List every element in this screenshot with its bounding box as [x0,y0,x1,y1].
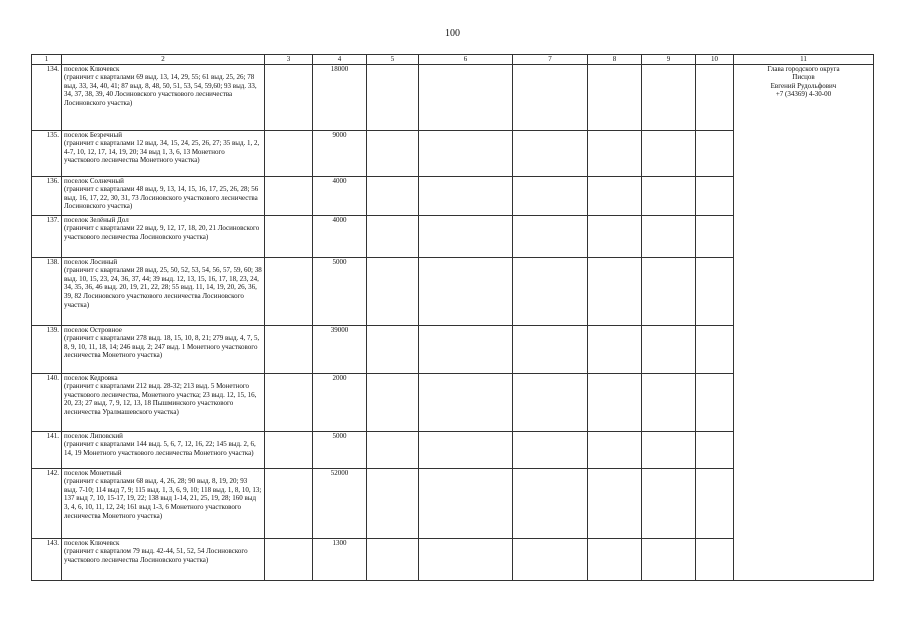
empty-cell [265,64,313,130]
empty-cell [696,64,734,130]
empty-cell [513,538,588,580]
settlement-boundary: (граничит с кварталами 22 выд. 9, 12, 17, 18, 20, 21 Лосиновского участкового лесничества Лосиновского участка) [64,224,260,241]
settlement-boundary: (граничит с кварталом 79 выд. 42-44, 51, 52, 54 Лосиновского участкового лесничества Лосиновского участка) [64,547,248,564]
empty-cell [265,538,313,580]
empty-cell [265,373,313,431]
empty-cell [419,373,513,431]
empty-cell [696,538,734,580]
area-value: 2000 [313,373,367,431]
settlement-boundary: (граничит с кварталами 278 выд. 18, 15, 10, 8, 21; 279 выд. 4, 7, 5, 8, 9, 10, 11, 18, 14; 246 выд. 2; 247 выд. 1 Монетного участкового лесничества Монетного участка) [64,334,260,360]
settlement-boundary: (граничит с кварталами 68 выд. 4, 26, 28; 90 выд. 8, 19, 20; 93 выд. 7-10; 114 выд 7, 9; 115 выд. 1, 3, 6, 9, 10; 118 выд. 1, 8, 10, 13; 137 выд 7, 10, 15-17, 19, 22; 138 выд 1-14, 21, 25, 19, 28; 160 выд 3, 4, 6, 10, 11, 12, 24; 161 выд 1-3, 6 Монетного участкового лесничества Монетного участка) [64,477,262,520]
empty-cell [642,373,696,431]
area-value: 39000 [313,325,367,373]
empty-cell [419,538,513,580]
empty-cell [419,257,513,325]
area-value: 5000 [313,257,367,325]
column-number: 3 [265,55,313,65]
settlement-name: поселок Кедровка [64,373,118,382]
empty-cell [588,468,642,538]
column-number-row [32,55,874,65]
settlement-cell [62,431,265,468]
empty-cell [367,257,419,325]
empty-cell [513,468,588,538]
empty-cell [367,64,419,130]
empty-cell [588,215,642,257]
settlement-name: поселок Ключевск [64,538,120,547]
empty-cell [513,130,588,176]
row-number: 143. [32,538,62,580]
empty-cell [696,215,734,257]
empty-cell [588,64,642,130]
contact-surname: Писцов [792,73,815,82]
empty-cell [588,176,642,215]
area-value: 4000 [313,176,367,215]
empty-cell [642,130,696,176]
empty-cell [513,215,588,257]
empty-cell [696,373,734,431]
empty-cell [265,257,313,325]
column-number: 6 [419,55,513,65]
settlement-name: поселок Солнечный [64,176,124,185]
area-value: 18000 [313,64,367,130]
settlement-boundary: (граничит с кварталами 144 выд. 5, 6, 7, 12, 16, 22; 145 выд. 2, 6, 14, 19 Монетного участкового лесничества Монетного участка) [64,440,256,457]
empty-cell [265,130,313,176]
empty-cell [588,373,642,431]
empty-cell [588,538,642,580]
empty-cell [642,257,696,325]
settlement-name: поселок Липовский [64,431,123,440]
area-value: 1300 [313,538,367,580]
empty-cell [696,468,734,538]
settlement-name: поселок Лосиный [64,257,118,266]
area-value: 52000 [313,468,367,538]
empty-cell [588,257,642,325]
settlement-cell [62,176,265,215]
row-number: 136. [32,176,62,215]
settlement-boundary: (граничит с кварталами 69 выд. 13, 14, 29, 55; 61 выд. 25, 26; 78 выд. 33, 34, 40, 41; 87 выд. 8, 48, 50, 51, 53, 54, 59,60; 93 выд. 33, 34, 37, 38, 39, 40 Лосиновского участкового лесничества Лосиновского участка) [64,73,257,107]
settlement-boundary: (граничит с кварталами 28 выд. 25, 50, 52, 53, 54, 56, 57, 59, 60; 38 выд. 10, 15, 23, 24, 36, 37, 44; 39 выд. 12, 13, 15, 16, 17, 18, 23, 24, 34, 35, 36, 46 выд. 20, 19, 21, 22, 28; 55 выд. 11, 14, 19, 20, 26, 36, 39, 82 Лосиновского участкового лесничества Лосиновского участка) [64,266,262,309]
empty-cell [513,176,588,215]
empty-cell [696,176,734,215]
settlement-boundary: (граничит с кварталами 48 выд. 9, 13, 14, 15, 16, 17, 25, 26, 28; 56 выд. 16, 17, 22, 30, 31, 73 Лосиновского участкового лесничества Лосиновского участка) [64,185,259,211]
empty-cell [265,325,313,373]
empty-cell [265,468,313,538]
settlement-boundary: (граничит с кварталами 212 выд. 28-32; 213 выд. 5 Монетного участкового лесничества, Монетного участка; 23 выд. 12, 15, 16, 20, 23; 27 выд. 7, 9, 12, 13, 18 Пышминского участкового лесничества Уралмашевского участка) [64,382,257,416]
column-number: 9 [642,55,696,65]
empty-cell [367,431,419,468]
empty-cell [696,257,734,325]
empty-cell [513,64,588,130]
row-number: 142. [32,468,62,538]
empty-cell [513,373,588,431]
settlement-cell [62,373,265,431]
empty-cell [367,325,419,373]
empty-cell [588,325,642,373]
empty-cell [419,325,513,373]
page-number: 100 [445,28,460,39]
settlement-name: поселок Островное [64,325,122,334]
empty-cell [367,468,419,538]
row-number: 137. [32,215,62,257]
empty-cell [265,176,313,215]
empty-cell [367,130,419,176]
settlement-name: поселок Безречный [64,130,122,139]
settlement-cell [62,64,265,130]
area-value: 4000 [313,215,367,257]
empty-cell [642,176,696,215]
empty-cell [265,431,313,468]
empty-cell [367,176,419,215]
empty-cell [513,431,588,468]
row-number: 139. [32,325,62,373]
responsible-contact [734,64,874,580]
column-number: 5 [367,55,419,65]
settlement-name: поселок Ключевск [64,64,120,73]
empty-cell [265,215,313,257]
empty-cell [696,325,734,373]
column-number: 11 [734,55,874,65]
empty-cell [642,64,696,130]
empty-cell [588,130,642,176]
row-number: 134. [32,64,62,130]
settlement-cell [62,325,265,373]
settlement-cell [62,468,265,538]
settlement-boundary: (граничит с кварталами 12 выд. 34, 15, 24, 25, 26, 27; 35 выд. 1, 2, 4-7, 10, 12, 17, 14, 19, 20; 34 выд 1, 3, 6, 13 Монетного участкового лесничества Монетного участка) [64,139,260,165]
empty-cell [588,431,642,468]
settlements-table [31,54,874,581]
settlement-cell [62,257,265,325]
column-number: 10 [696,55,734,65]
empty-cell [367,373,419,431]
contact-name: Евгений Рудольфович [770,81,837,90]
column-number: 8 [588,55,642,65]
empty-cell [642,468,696,538]
row-number: 140. [32,373,62,431]
empty-cell [419,130,513,176]
empty-cell [696,130,734,176]
empty-cell [513,325,588,373]
row-number: 135. [32,130,62,176]
settlement-cell [62,130,265,176]
empty-cell [513,257,588,325]
table-row [32,64,874,130]
row-number: 141. [32,431,62,468]
empty-cell [419,64,513,130]
empty-cell [419,176,513,215]
row-number: 138. [32,257,62,325]
settlement-name: поселок Зелёный Дол [64,215,129,224]
column-number: 1 [32,55,62,65]
contact-phone: +7 (34369) 4-30-00 [775,90,832,99]
empty-cell [642,538,696,580]
empty-cell [367,538,419,580]
contact-title: Глава городского округа [767,64,840,73]
settlement-name: поселок Монетный [64,468,122,477]
empty-cell [642,325,696,373]
empty-cell [696,431,734,468]
column-number: 7 [513,55,588,65]
settlement-cell [62,215,265,257]
empty-cell [419,431,513,468]
empty-cell [419,468,513,538]
empty-cell [419,215,513,257]
empty-cell [642,431,696,468]
column-number: 2 [62,55,265,65]
settlement-cell [62,538,265,580]
area-value: 9000 [313,130,367,176]
empty-cell [642,215,696,257]
area-value: 5000 [313,431,367,468]
empty-cell [367,215,419,257]
column-number: 4 [313,55,367,65]
